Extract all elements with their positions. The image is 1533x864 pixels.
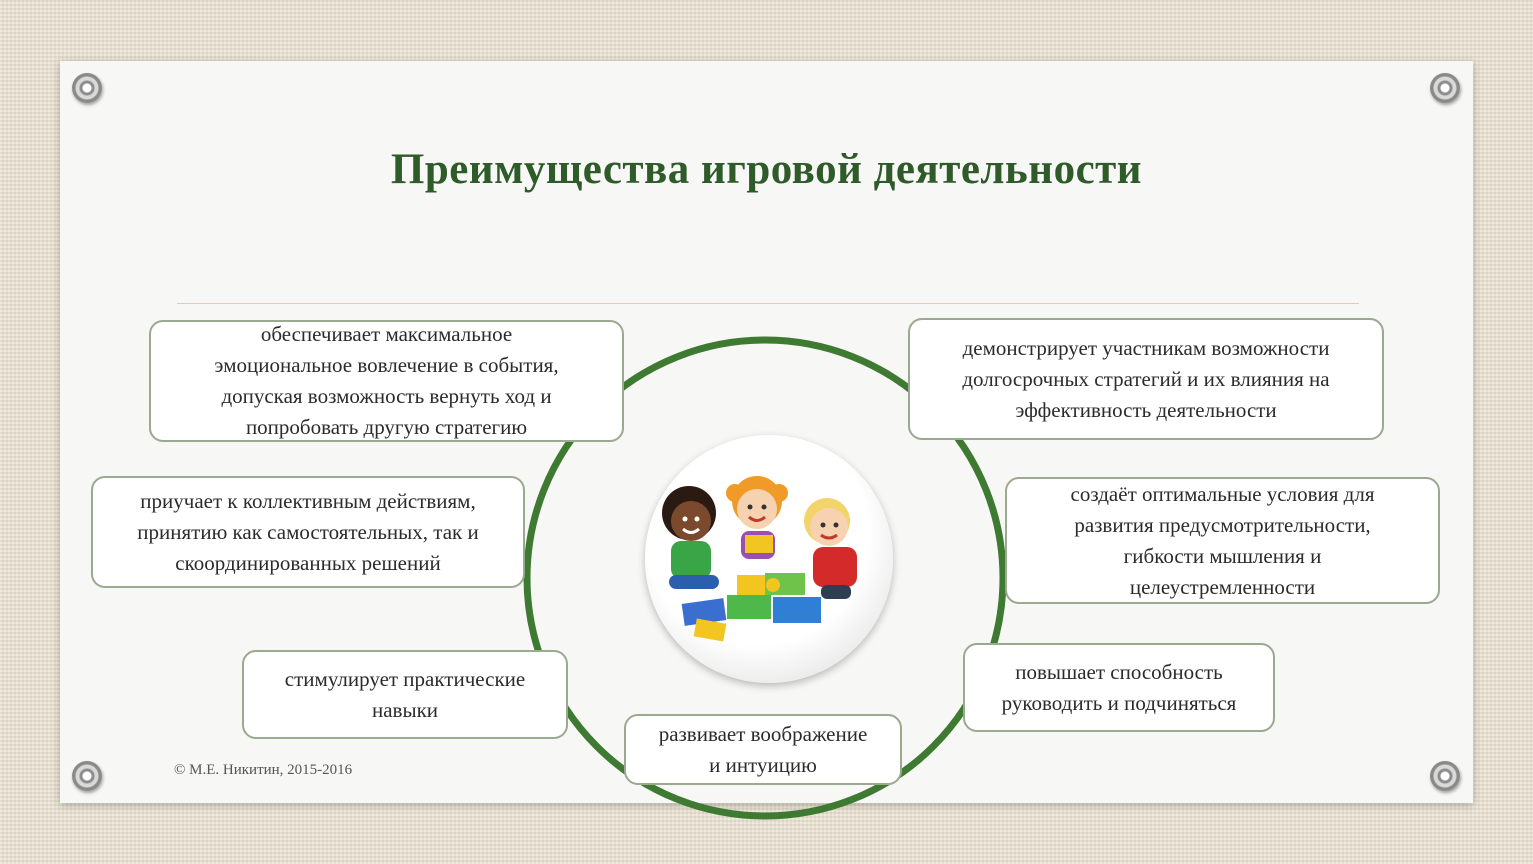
benefit-text: создаёт оптимальные условия для развития предусмотрительности, гибкости мышления и целеустремленности [1070,481,1375,599]
benefit-text: стимулирует практические навыки [284,666,526,722]
benefit-text: демонстрирует участникам возможности долгосрочных стратегий и их влияния на эффективность деятельности [962,335,1330,422]
center-image-disc [645,435,893,683]
benefit-text: развивает воображение и интуицию [658,721,868,777]
benefit-text: обеспечивает максимальное эмоциональное вовлечение в события, допуская возможность вернуть ход и попробовать другую стратегию [214,322,559,439]
benefit-box-collective-actions [91,476,525,588]
page-title: Преимущества игровой деятельности [390,146,1143,193]
benefit-text: приучает к коллективным действиям, принятию как самостоятельных, так и скоординированных решений [137,488,479,575]
benefit-box-emotional-involvement [149,320,624,442]
benefit-box-imagination [624,714,902,785]
benefit-box-optimal-conditions [1005,477,1440,604]
children-puzzle-icon [645,435,893,683]
benefit-box-leadership [963,643,1275,732]
benefit-text: повышает способность руководить и подчиняться [1001,659,1237,715]
benefit-box-long-term-strategies [908,318,1384,440]
benefit-box-practical-skills [242,650,568,739]
copyright-footer: © М.Е. Никитин, 2015-2016 [174,762,353,778]
